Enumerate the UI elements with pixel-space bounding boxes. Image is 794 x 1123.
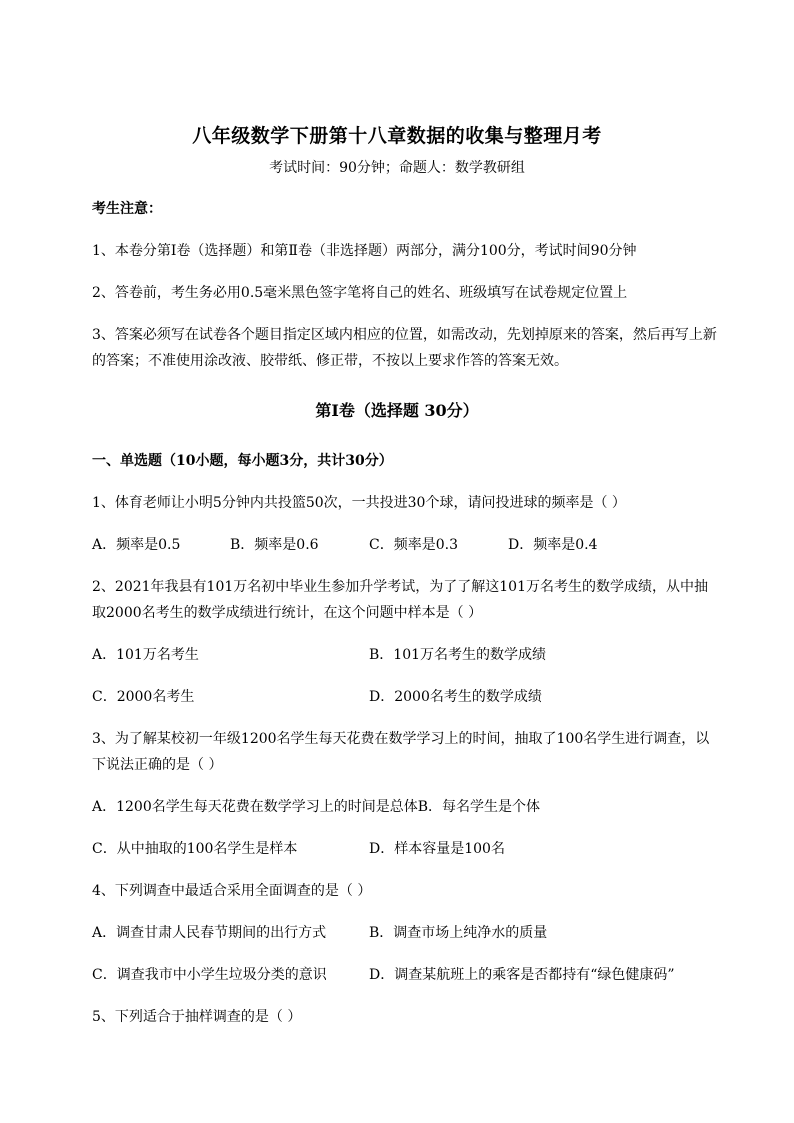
option-c: C．2000名考生 — [92, 689, 195, 705]
option-c: C．频率是0.3 — [369, 537, 458, 553]
page-title: 八年级数学下册第十八章数据的收集与整理月考 — [192, 125, 602, 147]
option-d: D．调查某航班上的乘客是否都持有“绿色健康码” — [369, 967, 675, 983]
question-stem: 取2000名考生的数学成绩进行统计，在这个问题中样本是（ ） — [92, 605, 483, 621]
option-d: D．频率是0.4 — [508, 537, 598, 553]
option-d: D．样本容量是100名 — [369, 841, 505, 857]
notice-item: 1、本卷分第I卷（选择题）和第Ⅱ卷（非选择题）两部分，满分100分，考试时间90分钟 — [92, 243, 637, 259]
notice-heading: 考生注意： — [92, 201, 162, 217]
option-d: D．2000名考生的数学成绩 — [369, 689, 542, 705]
question-stem: 2、2021年我县有101万名初中毕业生参加升学考试，为了了解这101万名考生的数学成绩，从中抽 — [92, 579, 708, 595]
question-stem: 4、下列调查中最适合采用全面调查的是（ ） — [92, 883, 372, 899]
option-a: A．频率是0.5 — [92, 537, 181, 553]
question-stem: 5、下列适合于抽样调查的是（ ） — [92, 1009, 302, 1025]
option-a: A．调查甘肃人民春节期间的出行方式 — [92, 925, 327, 941]
option-b: B．101万名考生的数学成绩 — [369, 647, 547, 663]
section-title: 第I卷（选择题 30分） — [315, 401, 479, 420]
option-c: C．从中抽取的100名学生是样本 — [92, 841, 298, 857]
option-a: A．101万名考生 — [92, 647, 199, 663]
option-b: B．频率是0.6 — [230, 537, 319, 553]
part-heading: 一、单选题（10小题，每小题3分，共计30分） — [92, 453, 393, 469]
question-stem: 3、为了解某校初一年级1200名学生每天花费在数学学习上的时间，抽取了100名学生进行调查，以 — [92, 731, 710, 747]
question-stem: 1、体育老师让小明5分钟内共投篮50次，一共投进30个球，请问投进球的频率是（ ） — [92, 495, 626, 511]
exam-info: 考试时间：90分钟；命题人：数学教研组 — [269, 160, 525, 176]
option-b: B．调查市场上纯净水的质量 — [369, 925, 548, 941]
notice-item: 3、答案必须写在试卷各个题目指定区域内相应的位置，如需改动，先划掉原来的答案，然后再写上新 — [92, 327, 717, 343]
option-c: C．调查我市中小学生垃圾分类的意识 — [92, 967, 327, 983]
notice-item: 的答案；不准使用涂改液、胶带纸、修正带，不按以上要求作答的答案无效。 — [92, 353, 568, 369]
question-stem: 下说法正确的是（ ） — [92, 757, 223, 773]
option-a-b: A．1200名学生每天花费在数学学习上的时间是总体B．每名学生是个体 — [92, 799, 541, 815]
notice-item: 2、答卷前，考生务必用0.5毫米黑色签字笔将自己的姓名、班级填写在试卷规定位置上 — [92, 285, 628, 301]
